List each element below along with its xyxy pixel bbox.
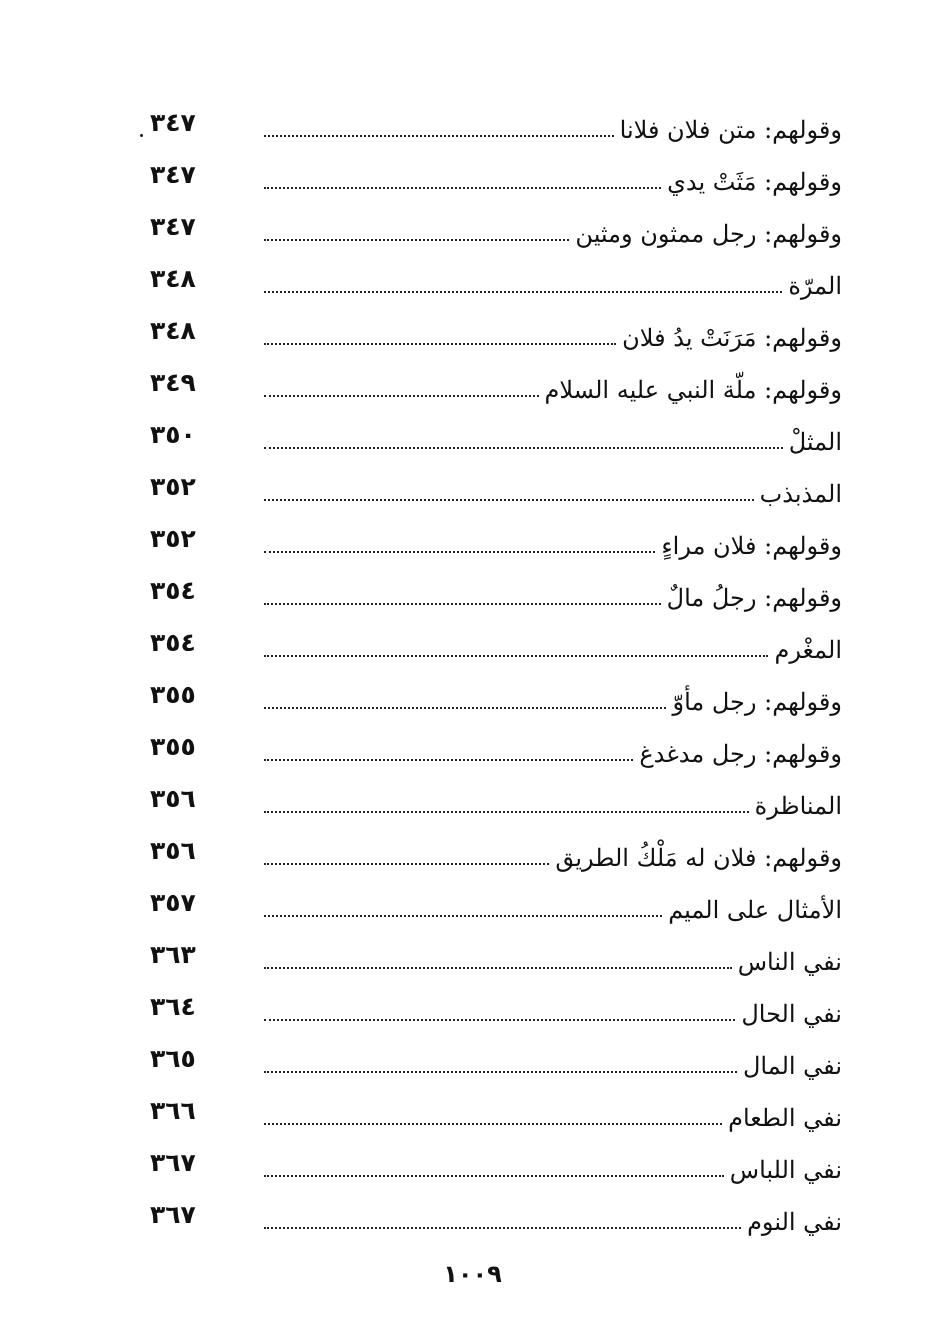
toc-entry: [150, 104, 842, 156]
dot-leader: [264, 759, 633, 761]
entry-title: وقولهم: متن فلان فلانا: [619, 116, 842, 144]
dot-leader: [264, 811, 749, 813]
toc-entry: [150, 1092, 842, 1144]
dot-leader: [264, 239, 569, 241]
entry-page-number: ٣٦٤: [150, 991, 196, 1021]
toc-entry: [150, 208, 842, 260]
dot-leader: [264, 603, 661, 605]
toc-entry: [150, 520, 842, 572]
toc-entry: [150, 572, 842, 624]
entry-title: وقولهم: ملّة النبي عليه السلام: [544, 376, 842, 404]
entry-title: وقولهم: فلان له مَلْكُ الطريق: [555, 844, 842, 872]
toc-entry: [150, 832, 842, 884]
toc-entry: [150, 676, 842, 728]
entry-title: وقولهم: مَرَنَتْ يدُ فلان: [622, 324, 842, 352]
dot-leader: [264, 915, 662, 917]
toc-entry: [150, 780, 842, 832]
entry-title: المغْرم: [774, 636, 842, 664]
entry-title: وقولهم: رجل مأوّ: [672, 688, 842, 716]
dot-leader: [264, 135, 614, 137]
entry-title: المناظرة: [754, 792, 842, 820]
entry-page-number: ٣٥٥: [150, 731, 196, 761]
entry-title: وقولهم: مَثَتْ يدي: [667, 168, 842, 196]
toc-entry: [150, 260, 842, 312]
toc-entry: [150, 624, 842, 676]
dot-leader: [264, 1019, 735, 1021]
entry-title: وقولهم: رجلُ مالٌ: [666, 584, 842, 612]
dot-leader: [264, 863, 549, 865]
toc-entry: [150, 156, 842, 208]
toc-entry: [150, 884, 842, 936]
entry-title: الأمثال على الميم: [668, 896, 842, 924]
entry-title: وقولهم: فلان مراءٍ: [661, 532, 842, 560]
entry-page-number: ٣٦٦: [150, 1095, 196, 1125]
toc-entry: [150, 936, 842, 988]
toc-entry: [150, 364, 842, 416]
dot-leader: [264, 967, 732, 969]
toc-entry: [150, 988, 842, 1040]
dot-leader: [264, 551, 655, 553]
toc-entry: [150, 468, 842, 520]
dot-leader: [264, 447, 783, 449]
entry-page-number: ٣٥٢: [150, 523, 196, 553]
dot-leader: [264, 1123, 722, 1125]
entry-title: المثلْ: [788, 428, 842, 456]
entry-page-number: ٣٤٧: [150, 159, 196, 189]
entry-page-number: ٣٥٦: [150, 835, 196, 865]
table-of-contents: [150, 104, 842, 1248]
dot-leader: [264, 395, 539, 397]
entry-page-number: ٣٥٤: [150, 575, 196, 605]
entry-page-number: ٣٥٢: [150, 471, 196, 501]
entry-page-number: ٣٤٨: [150, 315, 196, 345]
dot-leader: [264, 291, 782, 293]
entry-page-number: ٣٦٧: [150, 1147, 196, 1177]
entry-page-number: ٣٦٣: [150, 939, 196, 969]
toc-entry: [150, 1196, 842, 1248]
entry-page-number: ٣٤٩: [150, 367, 196, 397]
entry-page-number: ٣٥٧: [150, 887, 196, 917]
dot-leader: [264, 655, 768, 657]
entry-page-number: ٣٤٧: [150, 107, 196, 137]
dot-leader: [264, 1227, 741, 1229]
entry-page-number: ٣٤٧: [150, 211, 196, 241]
entry-page-number: ٣٤٨: [150, 263, 196, 293]
entry-page-number: ٣٥٤: [150, 627, 196, 657]
dot-leader: [264, 499, 754, 501]
dot-leader: [264, 187, 661, 189]
entry-title: نفي المال: [742, 1052, 842, 1080]
entry-title: نفي الناس: [737, 948, 842, 976]
toc-entry: [150, 416, 842, 468]
entry-page-number: ٣٥٦: [150, 783, 196, 813]
entry-page-number: ٣٥٥: [150, 679, 196, 709]
entry-page-number: ٣٦٧: [150, 1199, 196, 1229]
entry-title: المذبذب: [759, 480, 842, 508]
entry-title: وقولهم: رجل ممثون ومثين: [575, 220, 842, 248]
ink-speck: [140, 134, 143, 137]
page-number: ١٠٠٩: [443, 1260, 502, 1288]
entry-title: نفي النوم: [747, 1208, 842, 1236]
entry-title: نفي اللباس: [729, 1156, 842, 1184]
dot-leader: [264, 1175, 724, 1177]
dot-leader: [264, 707, 666, 709]
entry-title: نفي الحال: [741, 1000, 842, 1028]
toc-entry: [150, 1040, 842, 1092]
dot-leader: [264, 1071, 737, 1073]
entry-title: المرّة: [788, 272, 842, 300]
entry-title: وقولهم: رجل مدغدغ: [639, 740, 842, 768]
toc-entry: [150, 1144, 842, 1196]
dot-leader: [264, 343, 616, 345]
toc-entry: [150, 728, 842, 780]
toc-entry: [150, 312, 842, 364]
entry-page-number: ٣٥٠: [150, 419, 196, 449]
entry-page-number: ٣٦٥: [150, 1043, 196, 1073]
entry-title: نفي الطعام: [728, 1104, 842, 1132]
